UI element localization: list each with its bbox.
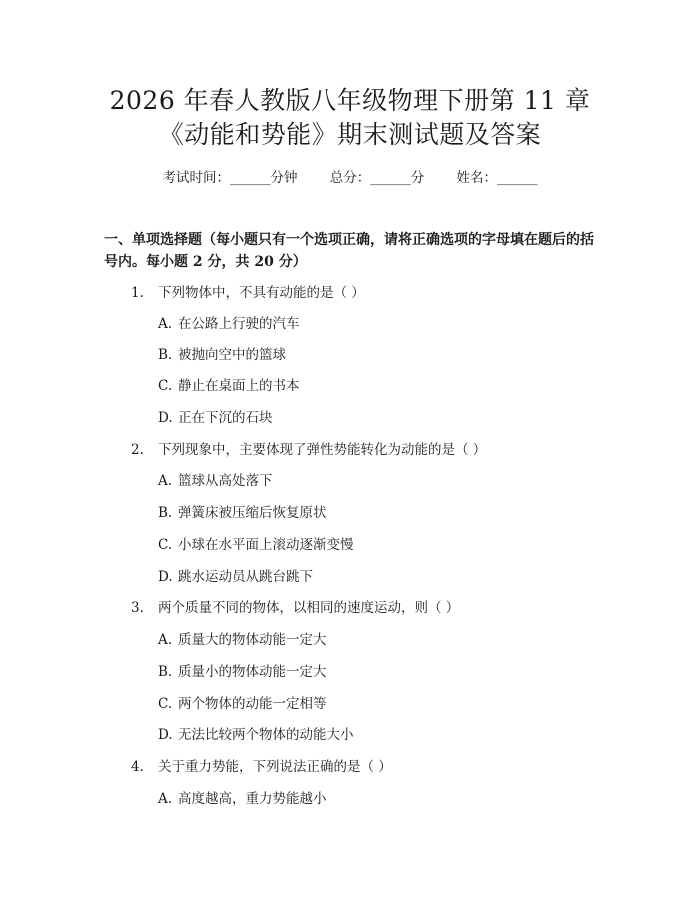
- question-1: [131, 283, 365, 303]
- option-letter: C.: [158, 696, 173, 712]
- option-letter: B.: [158, 505, 173, 521]
- question-2-option-c: [158, 535, 354, 555]
- question-2-option-b: [158, 503, 327, 523]
- option-text: 弹簧床被压缩后恢复原状: [178, 505, 327, 521]
- exam-score-field: 总分：______分: [329, 170, 425, 186]
- question-text: 下列现象中，主要体现了弹性势能转化为动能的是（ ）: [158, 442, 487, 458]
- question-4-option-a: [158, 789, 327, 809]
- question-3-option-b: [158, 662, 327, 682]
- student-name-field: 姓名：______: [456, 170, 538, 186]
- option-text: 小球在水平面上滚动逐渐变慢: [178, 537, 354, 553]
- exam-time-field: 考试时间：______分钟: [162, 170, 298, 186]
- option-letter: B.: [158, 664, 173, 680]
- option-text: 静止在桌面上的书本: [178, 378, 300, 394]
- option-letter: C.: [158, 537, 173, 553]
- option-text: 被抛向空中的篮球: [178, 347, 286, 363]
- option-text: 高度越高，重力势能越小: [178, 791, 327, 807]
- question-3-option-a: [158, 630, 327, 650]
- option-text: 质量小的物体动能一定大: [178, 664, 327, 680]
- question-number: 3.: [131, 600, 144, 616]
- document-title-line-1: 2026 年春人教版八年级物理下册第 11 章: [109, 86, 591, 115]
- question-2: [131, 440, 486, 460]
- question-3-option-d: [158, 725, 354, 745]
- question-3: [131, 598, 459, 618]
- option-text: 质量大的物体动能一定大: [178, 632, 327, 648]
- option-letter: D.: [158, 410, 173, 426]
- option-letter: D.: [158, 727, 173, 743]
- document-title-line-2: 《动能和势能》期末测试题及答案: [158, 120, 542, 149]
- option-letter: B.: [158, 347, 173, 363]
- option-text: 在公路上行驶的汽车: [178, 316, 300, 332]
- question-3-option-c: [158, 694, 327, 714]
- question-number: 2.: [131, 442, 144, 458]
- option-letter: C.: [158, 378, 173, 394]
- question-1-option-b: [158, 345, 286, 365]
- option-letter: D.: [158, 569, 173, 585]
- exam-meta: [0, 168, 700, 188]
- question-text: 下列物体中，不具有动能的是（ ）: [158, 285, 365, 301]
- question-1-option-d: [158, 408, 273, 428]
- option-letter: A.: [158, 473, 173, 489]
- question-number: 4.: [131, 759, 144, 775]
- option-letter: A.: [158, 632, 173, 648]
- question-1-option-c: [158, 376, 300, 396]
- option-text: 跳水运动员从跳台跳下: [178, 569, 313, 585]
- question-text: 关于重力势能，下列说法正确的是（ ）: [158, 759, 392, 775]
- question-2-option-d: [158, 567, 313, 587]
- question-2-option-a: [158, 471, 273, 491]
- option-text: 篮球从高处落下: [178, 473, 273, 489]
- question-text: 两个质量不同的物体，以相同的速度运动，则（ ）: [158, 600, 460, 616]
- question-4: [131, 757, 392, 777]
- option-text: 无法比较两个物体的动能大小: [178, 727, 354, 743]
- question-1-option-a: [158, 314, 300, 334]
- option-letter: A.: [158, 791, 173, 807]
- option-letter: A.: [158, 316, 173, 332]
- section-heading: 一、单项选择题（每小题只有一个选项正确，请将正确选项的字母填在题后的括号内。每小题 2 分，共 20 分）: [104, 232, 594, 270]
- option-text: 正在下沉的石块: [178, 410, 273, 426]
- question-number: 1.: [131, 285, 144, 301]
- option-text: 两个物体的动能一定相等: [178, 696, 327, 712]
